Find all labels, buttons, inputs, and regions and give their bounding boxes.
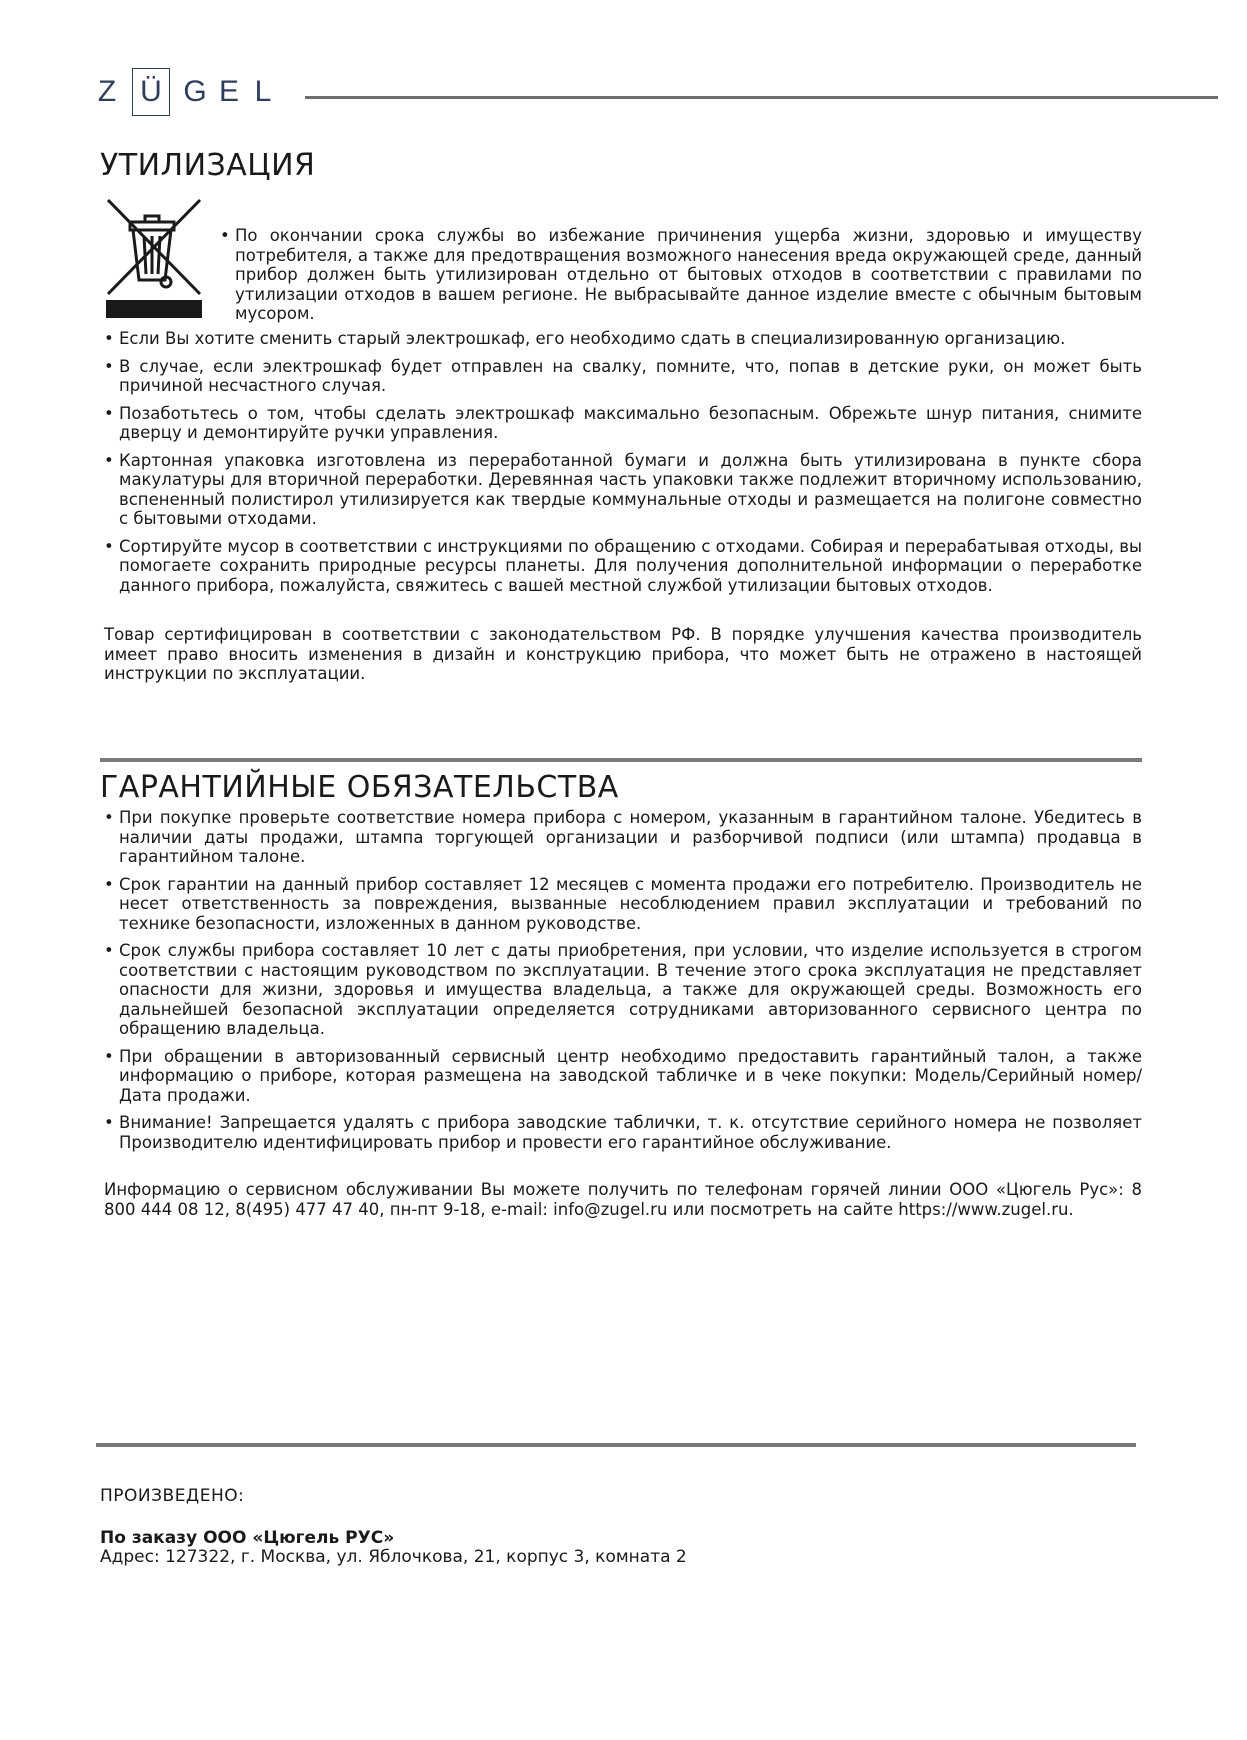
list-item: • По окончании срока службы во избежание причинения ущерба жизни, здоровью и имуществу потребителя, а также для предотвращения возможного нанесения вреда окружающей среде, данный прибор должен быть утилизирован отдельно от бытовых отходов в соответствии с правилами по утилизации отходов в вашем регионе. Не выбрасывайте данное изделие вместе с обычным бытовым мусором. — [220, 226, 1142, 324]
service-info-text: Информацию о сервисном обслуживании Вы можете получить по телефонам горячей линии ООО «Цюгель Рус»: 8 800 444 08 12, 8(495) 477 47 40, пн-пт 9-18, e-mail: info@zugel.ru или посмотреть на сайте https://www.zugel.ru. — [104, 1180, 1142, 1219]
list-item: • В случае, если электрошкаф будет отправлен на свалку, помните, что, попав в детские руки, он может быть причиной несчастного случая. — [104, 357, 1142, 396]
logo-letter: Z — [97, 75, 117, 108]
list-item: • При покупке проверьте соответствие номера прибора с номером, указанным в гарантийном талоне. Убедитесь в наличии даты продажи, штампа торгующей организации и разборчивой подписи (или штампа) продавца в гарантийном талоне. — [104, 808, 1142, 867]
certification-text: Товар сертифицирован в соответствии с законодательством РФ. В порядке улучшения качества производитель имеет право вносить изменения в дизайн и конструкцию прибора, что может быть не отражено в настоящей инструкции по эксплуатации. — [104, 625, 1142, 683]
logo-letter: G — [183, 75, 207, 108]
list-item: • Срок службы прибора составляет 10 лет с даты приобретения, при условии, что изделие используется в строгом соответствии с настоящим руководством по эксплуатации. В течение этого срока эксплуатация не представляет опасности для жизни, здоровья и имущества владельца, а также для окружающей среды. Возможность его дальнейшей безопасной эксплуатации определяется сотрудниками авторизованного сервисного центра по обращению владельца. — [104, 941, 1142, 1039]
company-address: Адрес: 127322, г. Москва, ул. Яблочкова, 21, корпус 3, комната 2 — [100, 1547, 687, 1567]
disposal-title: УТИЛИЗАЦИЯ — [100, 148, 316, 183]
brand-logo — [90, 68, 280, 116]
list-item: • Сортируйте мусор в соответствии с инструкциями по обращению с отходами. Собирая и перерабатывая отходы, вы помогаете сохранить природные ресурсы планеты. Для получения дополнительной информации о переработке данного прибора, пожалуйста, свяжитесь с вашей местной службой утилизации бытовых отходов. — [104, 537, 1142, 596]
crossed-bin-icon — [104, 198, 204, 320]
logo-letter-boxed: Ü — [132, 68, 170, 116]
company-name: По заказу ООО «Цюгель РУС» — [100, 1528, 395, 1548]
header-divider — [305, 96, 1218, 99]
produced-label: ПРОИЗВЕДЕНО: — [100, 1486, 245, 1506]
warranty-list — [104, 808, 1142, 1160]
disposal-list — [104, 329, 1142, 603]
list-item: • Если Вы хотите сменить старый электрошкаф, его необходимо сдать в специализированную организацию. — [104, 329, 1142, 349]
logo-letter: E — [218, 75, 239, 108]
warranty-title: ГАРАНТИЙНЫЕ ОБЯЗАТЕЛЬСТВА — [100, 770, 619, 805]
list-item: • Позаботьтесь о том, чтобы сделать электрошкаф максимально безопасным. Обрежьте шнур питания, снимите дверцу и демонтируйте ручки управления. — [104, 404, 1142, 443]
list-item: • При обращении в авторизованный сервисный центр необходимо предоставить гарантийный талон, а также информацию о приборе, которая размещена на заводской табличке и в чеке покупки: Модель/Серийный номер/Дата продажи. — [104, 1047, 1142, 1106]
logo-letter: L — [254, 75, 272, 108]
list-item: • Срок гарантии на данный прибор составляет 12 месяцев с момента продажи его потребителю. Производитель не несет ответственность за повреждения, вызванные несоблюдением правил эксплуатации и требований по технике безопасности, изложенных в данном руководстве. — [104, 875, 1142, 934]
section-divider — [100, 758, 1142, 762]
list-item: • Внимание! Запрещается удалять с прибора заводские таблички, т. к. отсутствие серийного номера не позволяет Производителю идентифицировать прибор и провести его гарантийное обслуживание. — [104, 1113, 1142, 1152]
list-item: • Картонная упаковка изготовлена из переработанной бумаги и должна быть утилизирована в пункте сбора макулатуры для вторичной переработки. Деревянная часть упаковки также подлежит вторичному использованию, вспененный полистирол утилизируется как твердые коммунальные отходы и размещается на полигоне совместно с бытовыми отходами. — [104, 451, 1142, 529]
footer-divider — [96, 1443, 1136, 1447]
disposal-first-list — [220, 226, 1142, 332]
